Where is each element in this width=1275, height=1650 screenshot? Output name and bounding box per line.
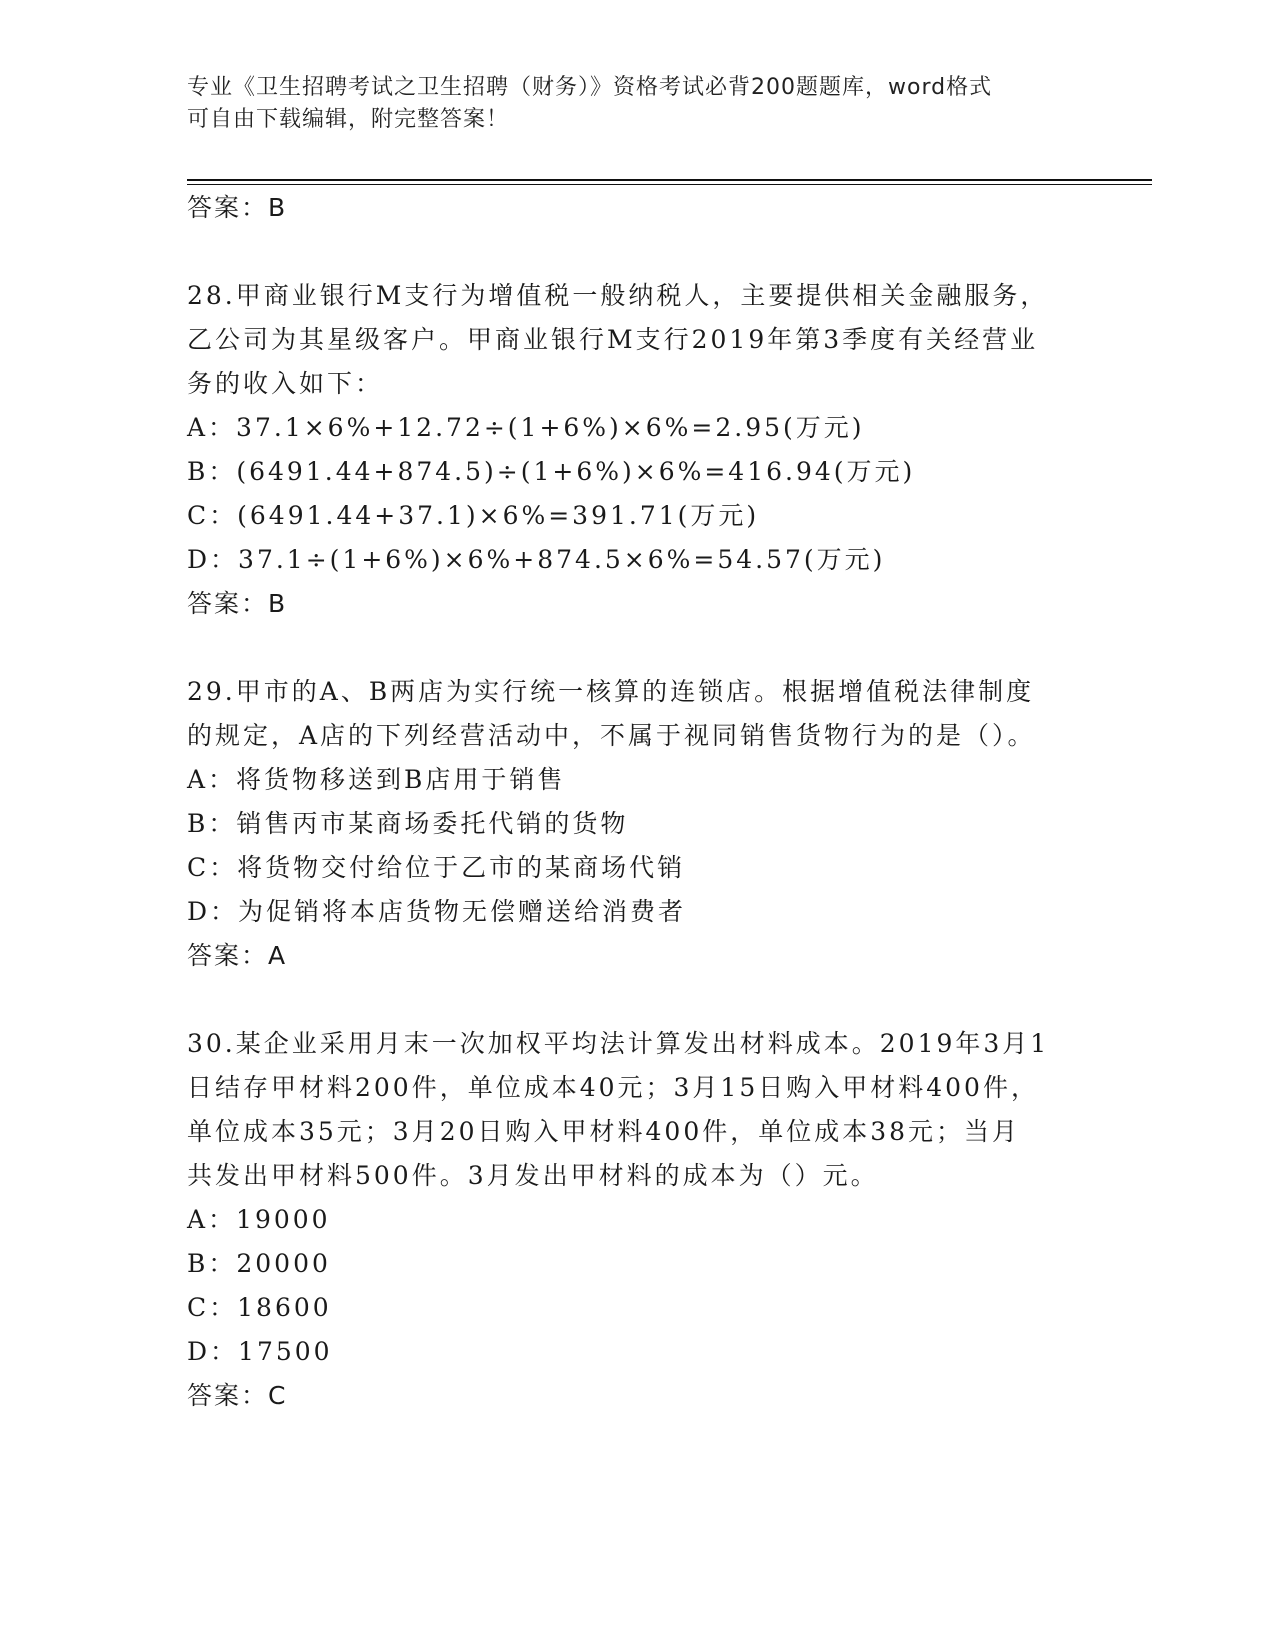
- q29-option-d: D：为促销将本店货物无偿赠送给消费者: [187, 897, 687, 926]
- q29-stem-line-1: 29.甲市的A、B两店为实行统一核算的连锁店。根据增值税法律制度: [187, 677, 1035, 706]
- q30-option-a: A：19000: [187, 1205, 331, 1234]
- header-line-1: 专业《卫生招聘考试之卫生招聘（财务）》资格考试必背200题题库，word格式: [187, 75, 993, 100]
- q28-answer: 答案：B: [187, 589, 288, 618]
- q28-stem-line-1: 28.甲商业银行M支行为增值税一般纳税人，主要提供相关金融服务，: [187, 281, 1049, 310]
- q29-stem-line-2: 的规定，A店的下列经营活动中，不属于视同销售货物行为的是（）。: [187, 721, 1036, 750]
- q28-option-b: B：(6491.44+874.5)÷(1+6%)×6%=416.94(万元): [187, 457, 916, 486]
- q29-option-a: A：将货物移送到B店用于销售: [187, 765, 566, 794]
- previous-answer: 答案：B: [187, 193, 288, 222]
- q29-option-b: B：销售丙市某商场委托代销的货物: [187, 809, 629, 838]
- q28-option-d: D：37.1÷(1+6%)×6%+874.5×6%=54.57(万元): [187, 545, 886, 574]
- document-header: [187, 72, 1087, 136]
- q30-option-d: D：17500: [187, 1337, 333, 1366]
- q30-stem-line-3: 单位成本35元；3月20日购入甲材料400件，单位成本38元；当月: [187, 1117, 1021, 1146]
- header-line-2: 可自由下载编辑，附完整答案！: [187, 107, 510, 132]
- q29-option-c: C：将货物交付给位于乙市的某商场代销: [187, 853, 686, 882]
- q28-stem-line-2: 乙公司为其星级客户。甲商业银行M支行2019年第3季度有关经营业: [187, 325, 1039, 354]
- q28-option-c: C：(6491.44+37.1)×6%=391.71(万元): [187, 501, 760, 530]
- header-divider-thin: [187, 184, 1152, 185]
- q30-stem-line-4: 共发出甲材料500件。3月发出甲材料的成本为（）元。: [187, 1161, 879, 1190]
- q30-stem-line-1: 30.某企业采用月末一次加权平均法计算发出材料成本。2019年3月1: [187, 1029, 1050, 1058]
- q28-stem-line-3: 务的收入如下：: [187, 369, 384, 398]
- q29-answer: 答案：A: [187, 941, 288, 970]
- header-divider-thick: [187, 179, 1152, 181]
- q28-option-a: A：37.1×6%+12.72÷(1+6%)×6%=2.95(万元): [187, 413, 865, 442]
- q30-answer: 答案：C: [187, 1381, 288, 1410]
- q30-option-c: C：18600: [187, 1293, 332, 1322]
- q30-option-b: B：20000: [187, 1249, 331, 1278]
- q30-stem-line-2: 日结存甲材料200件，单位成本40元；3月15日购入甲材料400件，: [187, 1073, 1039, 1102]
